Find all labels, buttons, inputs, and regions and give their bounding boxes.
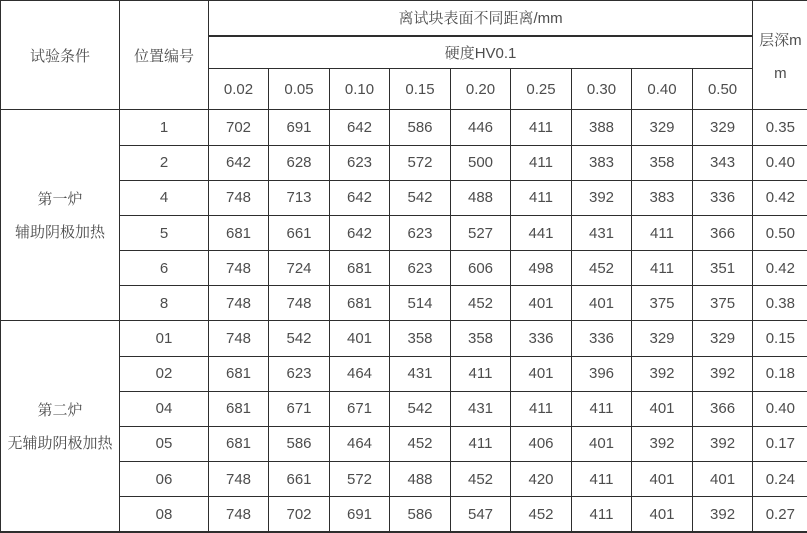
hardness-value-cell: 441 (511, 215, 572, 250)
hardness-value-cell: 642 (330, 110, 390, 145)
depth-value-cell: 0.40 (753, 145, 807, 180)
hardness-value-cell: 498 (511, 251, 572, 286)
hardness-value-cell: 623 (390, 215, 451, 250)
table-row (1, 110, 807, 145)
position-cell: 6 (120, 251, 209, 286)
hardness-value-cell: 375 (632, 286, 693, 321)
table-row (1, 180, 807, 215)
distance-tick: 0.10 (330, 69, 390, 110)
table-row (1, 215, 807, 250)
table-row (1, 426, 807, 461)
hardness-value-cell: 411 (511, 180, 572, 215)
distance-tick: 0.15 (390, 69, 451, 110)
hardness-value-cell: 411 (511, 391, 572, 426)
hardness-value-cell: 748 (209, 321, 269, 356)
condition-line: 第一炉 (37, 191, 83, 209)
depth-value-cell: 0.27 (753, 497, 807, 532)
table-row (1, 356, 807, 391)
distance-tick: 0.25 (511, 69, 572, 110)
hardness-value-cell: 392 (693, 356, 753, 391)
hardness-value-cell: 401 (632, 391, 693, 426)
hardness-value-cell: 527 (451, 215, 511, 250)
hardness-value-cell: 358 (390, 321, 451, 356)
depth-value-cell: 0.38 (753, 286, 807, 321)
hardness-value-cell: 514 (390, 286, 451, 321)
hardness-value-cell: 411 (572, 462, 632, 497)
hardness-value-cell: 388 (572, 110, 632, 145)
hardness-value-cell: 383 (572, 145, 632, 180)
hardness-value-cell: 392 (632, 356, 693, 391)
hardness-value-cell: 401 (572, 286, 632, 321)
depth-value-cell: 0.35 (753, 110, 807, 145)
hardness-value-cell: 401 (330, 321, 390, 356)
condition-header: 试验条件 (1, 1, 120, 110)
hardness-value-cell: 681 (209, 215, 269, 250)
position-cell: 5 (120, 215, 209, 250)
hardness-value-cell: 366 (693, 215, 753, 250)
hardness-value-cell: 572 (390, 145, 451, 180)
condition-cell (1, 321, 120, 532)
hardness-value-cell: 488 (451, 180, 511, 215)
hardness-value-cell: 623 (330, 145, 390, 180)
table-row (1, 251, 807, 286)
hardness-value-cell: 366 (693, 391, 753, 426)
condition-cell (1, 110, 120, 321)
position-cell: 8 (120, 286, 209, 321)
hardness-value-cell: 623 (269, 356, 330, 391)
hardness-value-cell: 358 (451, 321, 511, 356)
hardness-value-cell: 375 (693, 286, 753, 321)
hardness-value-cell: 642 (330, 180, 390, 215)
hardness-value-cell: 748 (209, 462, 269, 497)
hardness-value-cell: 396 (572, 356, 632, 391)
hardness-value-cell: 392 (632, 426, 693, 461)
hardness-value-cell: 401 (511, 356, 572, 391)
hardness-value-cell: 420 (511, 462, 572, 497)
hardness-value-cell: 392 (693, 497, 753, 532)
hardness-value-cell: 642 (330, 215, 390, 250)
condition-line: 无辅助阴极加热 (7, 435, 113, 453)
hardness-value-cell: 464 (330, 426, 390, 461)
hardness-value-cell: 446 (451, 110, 511, 145)
position-header: 位置编号 (120, 1, 209, 110)
depth-value-cell: 0.42 (753, 180, 807, 215)
table-row (1, 497, 807, 532)
hardness-value-cell: 671 (269, 391, 330, 426)
hardness-value-cell: 336 (572, 321, 632, 356)
hardness-value-cell: 488 (390, 462, 451, 497)
table-row (1, 286, 807, 321)
position-cell: 04 (120, 391, 209, 426)
hardness-value-cell: 452 (451, 462, 511, 497)
hardness-value-cell: 411 (451, 426, 511, 461)
hardness-value-cell: 411 (451, 356, 511, 391)
hardness-value-cell: 500 (451, 145, 511, 180)
hardness-value-cell: 702 (209, 110, 269, 145)
hardness-value-cell: 748 (209, 286, 269, 321)
hardness-value-cell: 431 (451, 391, 511, 426)
hardness-value-cell: 329 (693, 110, 753, 145)
hardness-value-cell: 542 (390, 391, 451, 426)
hardness-value-cell: 586 (390, 497, 451, 532)
distance-tick: 0.02 (209, 69, 269, 110)
position-cell: 2 (120, 145, 209, 180)
hardness-value-cell: 336 (511, 321, 572, 356)
hardness-value-cell: 681 (209, 426, 269, 461)
hardness-value-cell: 411 (511, 110, 572, 145)
hardness-value-cell: 681 (209, 356, 269, 391)
hardness-value-cell: 547 (451, 497, 511, 532)
hardness-value-cell: 628 (269, 145, 330, 180)
hardness-value-cell: 411 (632, 251, 693, 286)
depth-value-cell: 0.15 (753, 321, 807, 356)
hardness-value-cell: 358 (632, 145, 693, 180)
table-body (1, 1, 807, 533)
position-cell: 06 (120, 462, 209, 497)
table-row (1, 462, 807, 497)
hardness-value-cell: 681 (209, 391, 269, 426)
hardness-value-cell: 329 (632, 110, 693, 145)
hardness-span-header: 硬度HV0.1 (209, 36, 753, 69)
hardness-value-cell: 748 (209, 180, 269, 215)
hardness-value-cell: 724 (269, 251, 330, 286)
header-row-1 (1, 1, 807, 36)
hardness-value-cell: 586 (269, 426, 330, 461)
hardness-value-cell: 406 (511, 426, 572, 461)
hardness-value-cell: 452 (451, 286, 511, 321)
depth-value-cell: 0.18 (753, 356, 807, 391)
hardness-value-cell: 401 (632, 462, 693, 497)
hardness-value-cell: 691 (269, 110, 330, 145)
hardness-value-cell: 392 (693, 426, 753, 461)
hardness-value-cell: 401 (572, 426, 632, 461)
hardness-value-cell: 464 (330, 356, 390, 391)
hardness-value-cell: 343 (693, 145, 753, 180)
hardness-value-cell: 542 (269, 321, 330, 356)
hardness-value-cell: 661 (269, 462, 330, 497)
table-row (1, 391, 807, 426)
distance-span-header: 离试块表面不同距离/mm (209, 1, 753, 36)
distance-tick: 0.50 (693, 69, 753, 110)
hardness-value-cell: 606 (451, 251, 511, 286)
hardness-value-cell: 336 (693, 180, 753, 215)
hardness-value-cell: 681 (330, 251, 390, 286)
hardness-value-cell: 642 (209, 145, 269, 180)
hardness-value-cell: 691 (330, 497, 390, 532)
hardness-value-cell: 748 (209, 251, 269, 286)
depth-value-cell: 0.50 (753, 215, 807, 250)
hardness-value-cell: 713 (269, 180, 330, 215)
hardness-value-cell: 748 (269, 286, 330, 321)
distance-tick: 0.40 (632, 69, 693, 110)
hardness-value-cell: 661 (269, 215, 330, 250)
depth-value-cell: 0.17 (753, 426, 807, 461)
position-cell: 02 (120, 356, 209, 391)
hardness-value-cell: 383 (632, 180, 693, 215)
condition-line: 辅助阴极加热 (14, 224, 105, 242)
table-row (1, 145, 807, 180)
hardness-value-cell: 411 (572, 391, 632, 426)
hardness-value-cell: 623 (390, 251, 451, 286)
hardness-value-cell: 452 (511, 497, 572, 532)
position-cell: 08 (120, 497, 209, 532)
distance-tick: 0.30 (572, 69, 632, 110)
hardness-value-cell: 411 (632, 215, 693, 250)
position-cell: 4 (120, 180, 209, 215)
hardness-value-cell: 748 (209, 497, 269, 532)
depth-header-line1: 层深m (759, 31, 802, 49)
hardness-value-cell: 401 (632, 497, 693, 532)
hardness-value-cell: 586 (390, 110, 451, 145)
hardness-value-cell: 392 (572, 180, 632, 215)
depth-header-line2: m (774, 64, 787, 82)
position-cell: 05 (120, 426, 209, 461)
hardness-value-cell: 431 (572, 215, 632, 250)
hardness-value-cell: 411 (511, 145, 572, 180)
position-cell: 01 (120, 321, 209, 356)
hardness-value-cell: 329 (693, 321, 753, 356)
depth-value-cell: 0.42 (753, 251, 807, 286)
position-cell: 1 (120, 110, 209, 145)
distance-tick: 0.05 (269, 69, 330, 110)
hardness-value-cell: 542 (390, 180, 451, 215)
hardness-value-cell: 452 (572, 251, 632, 286)
hardness-value-cell: 572 (330, 462, 390, 497)
depth-value-cell: 0.40 (753, 391, 807, 426)
hardness-value-cell: 452 (390, 426, 451, 461)
hardness-value-cell: 329 (632, 321, 693, 356)
distance-tick: 0.20 (451, 69, 511, 110)
hardness-value-cell: 401 (693, 462, 753, 497)
depth-value-cell: 0.24 (753, 462, 807, 497)
hardness-value-cell: 671 (330, 391, 390, 426)
depth-header (753, 1, 807, 110)
hardness-value-cell: 411 (572, 497, 632, 532)
hardness-value-cell: 431 (390, 356, 451, 391)
hardness-value-cell: 351 (693, 251, 753, 286)
table-row (1, 321, 807, 356)
condition-line: 第二炉 (37, 402, 83, 420)
hardness-value-cell: 401 (511, 286, 572, 321)
hardness-value-cell: 681 (330, 286, 390, 321)
hardness-value-cell: 702 (269, 497, 330, 532)
